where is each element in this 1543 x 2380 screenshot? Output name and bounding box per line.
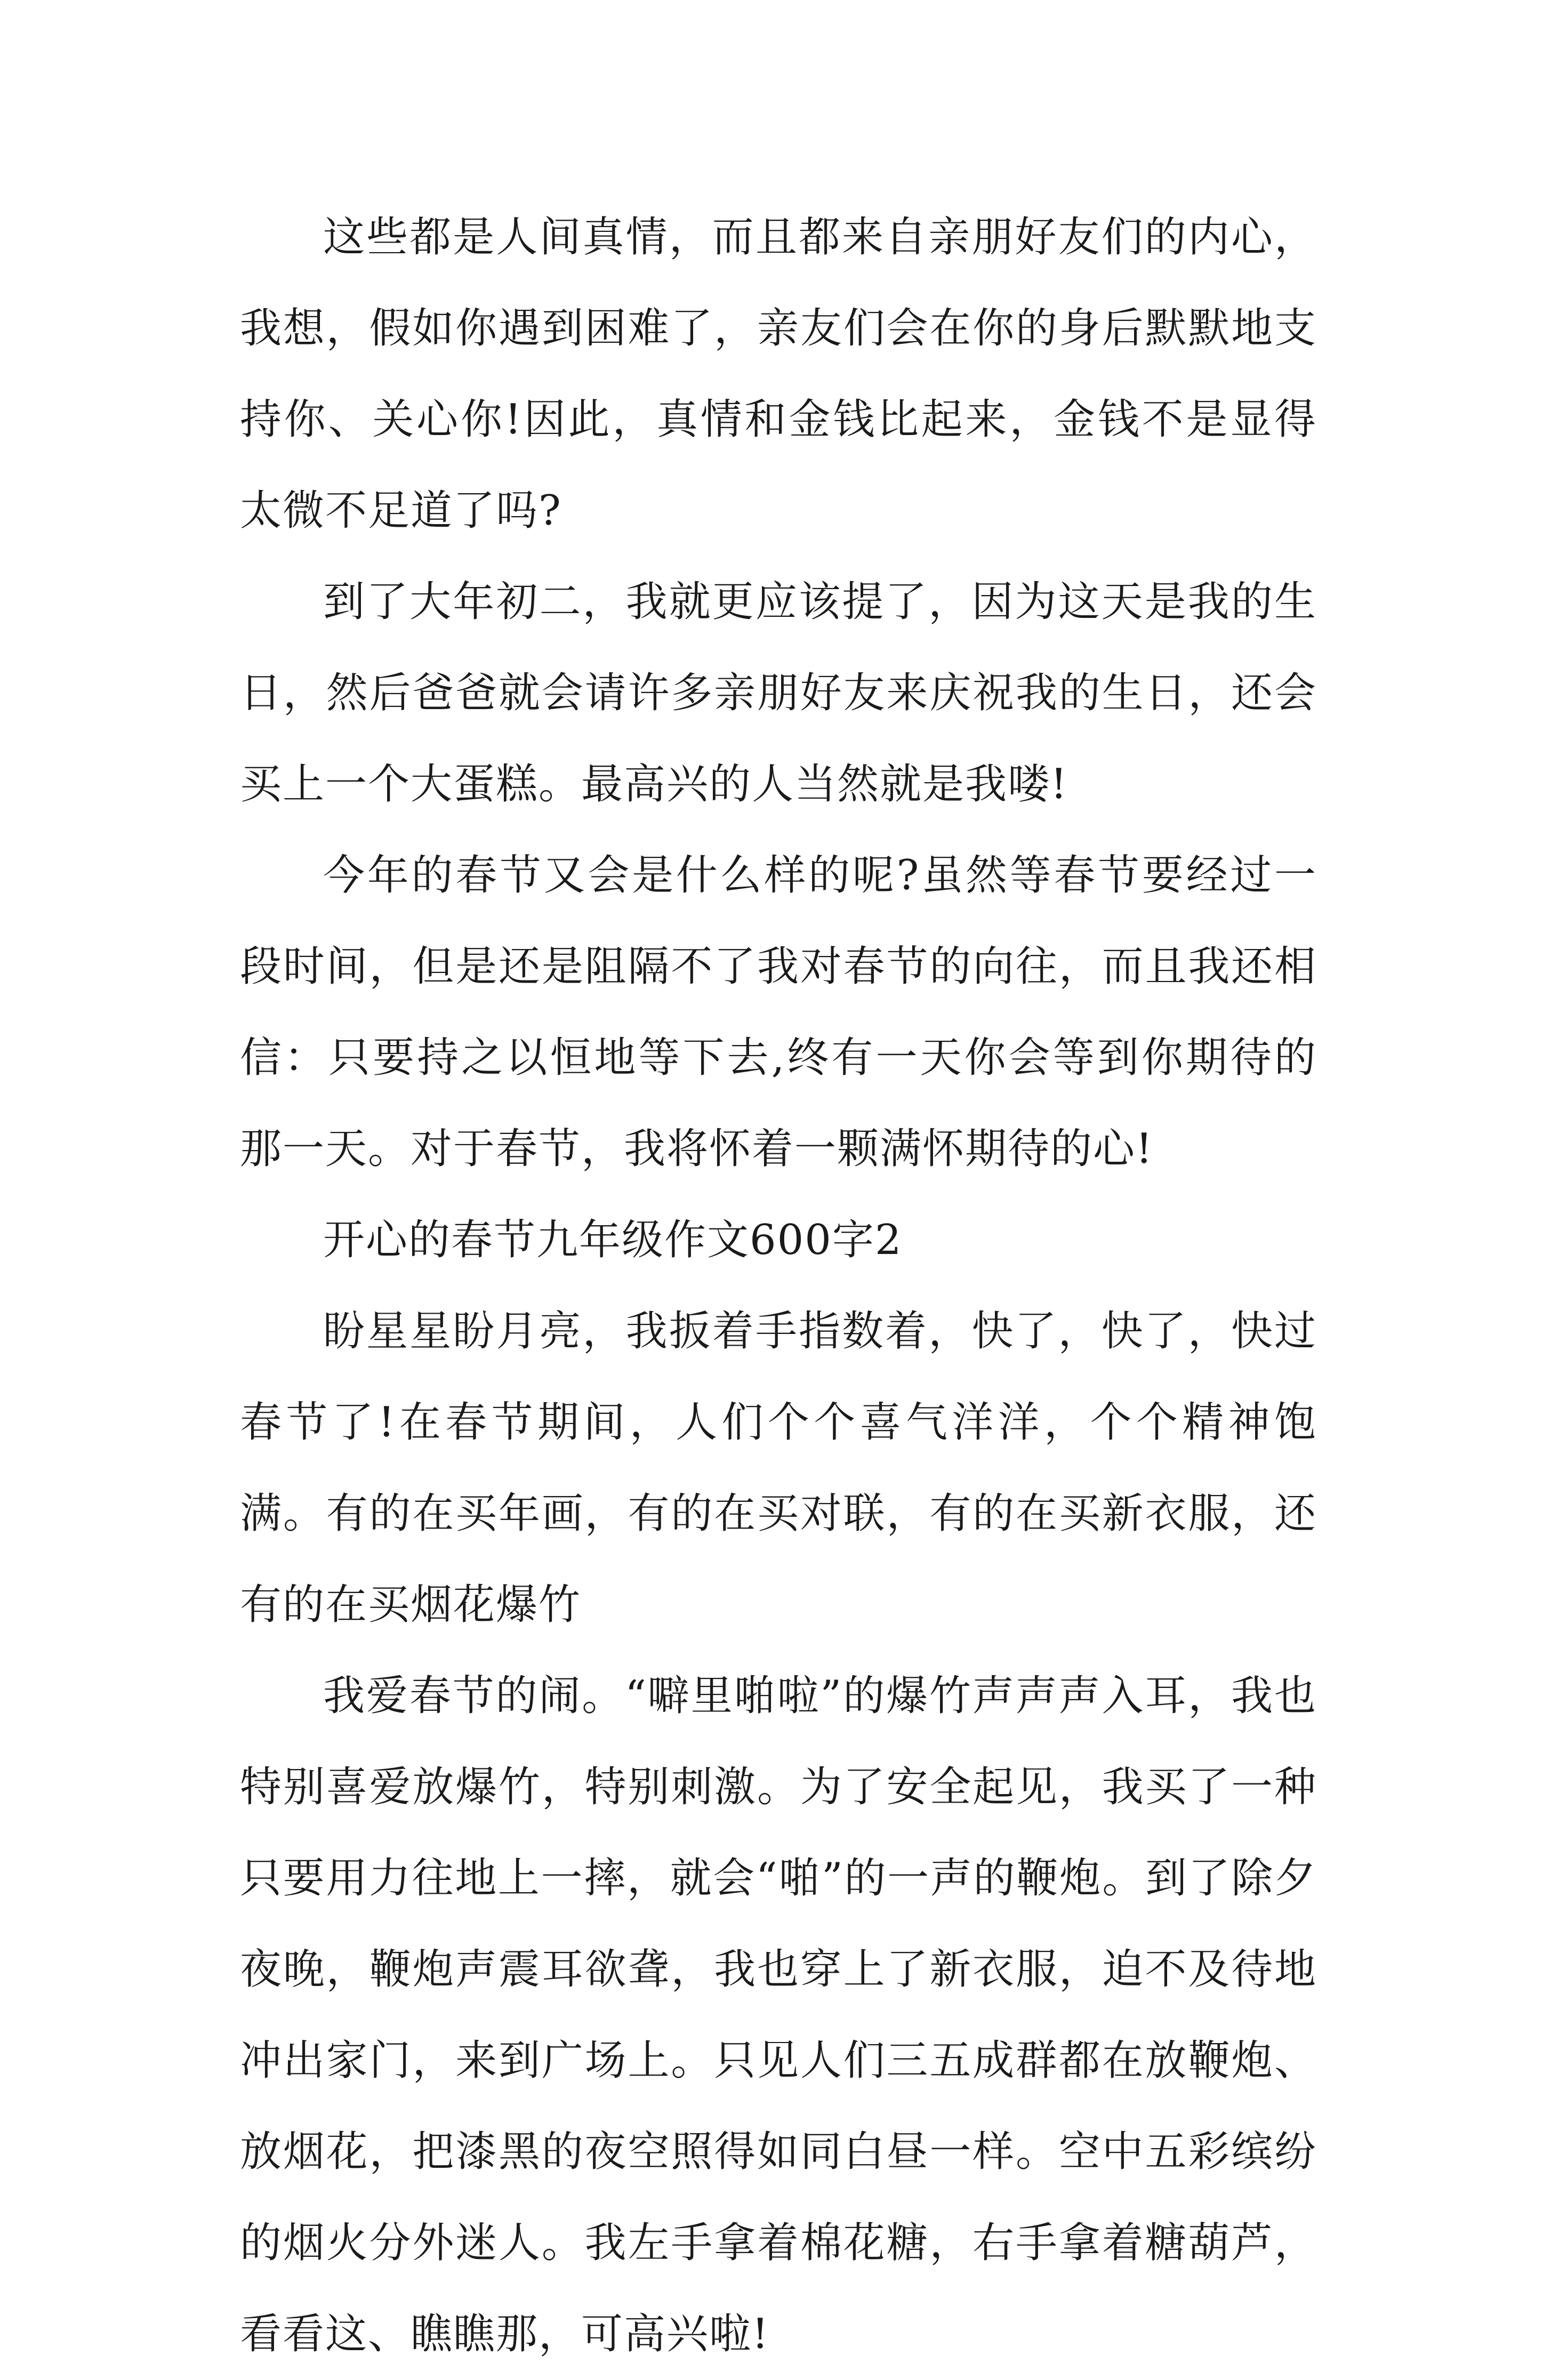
- paragraph-1: 这些都是人间真情，而且都来自亲朋好友们的内心，我想，假如你遇到困难了，亲友们会在你的身后默默地支持你、关心你!因此，真情和金钱比起来，金钱不是显得太微不足道了吗?: [240, 213, 1317, 535]
- paragraph-3: 今年的春节又会是什么样的呢?虽然等春节要经过一段时间，但是还是阻隔不了我对春节的向往，而且我还相信：只要持之以恒地等下去,终有一天你会等到你期待的那一天。对于春节，我将怀着一颗满怀期待的心!: [240, 851, 1317, 1173]
- paragraph-5: 我爱春节的闹。“噼里啪啦”的爆竹声声声入耳，我也特别喜爱放爆竹，特别刺激。为了安全起见，我买了一种只要用力往地上一摔，就会“啪”的一声的鞭炮。到了除夕夜晚，鞭炮声震耳欲聋，我也穿上了新衣服，迫不及待地冲出家门，来到广场上。只见人们三五成群都在放鞭炮、放烟花，把漆黑的夜空照得如同白昼一样。空中五彩缤纷的烟火分外迷人。我左手拿着棉花糖，右手拿着糖葫芦，看看这、瞧瞧那，可高兴啦!: [240, 1672, 1317, 2358]
- paragraph-2: 到了大年初二，我就更应该提了，因为这天是我的生日，然后爸爸就会请许多亲朋好友来庆祝我的生日，还会买上一个大蛋糕。最高兴的人当然就是我喽!: [240, 578, 1317, 808]
- paragraph-4: 盼星星盼月亮，我扳着手指数着，快了，快了，快过春节了!在春节期间，人们个个喜气洋洋，个个精神饱满。有的在买年画，有的在买对联，有的在买新衣服，还有的在买烟花爆竹: [240, 1307, 1317, 1629]
- document-body: [240, 192, 1317, 2380]
- section-title: 开心的春节九年级作文600字2: [323, 1216, 903, 1264]
